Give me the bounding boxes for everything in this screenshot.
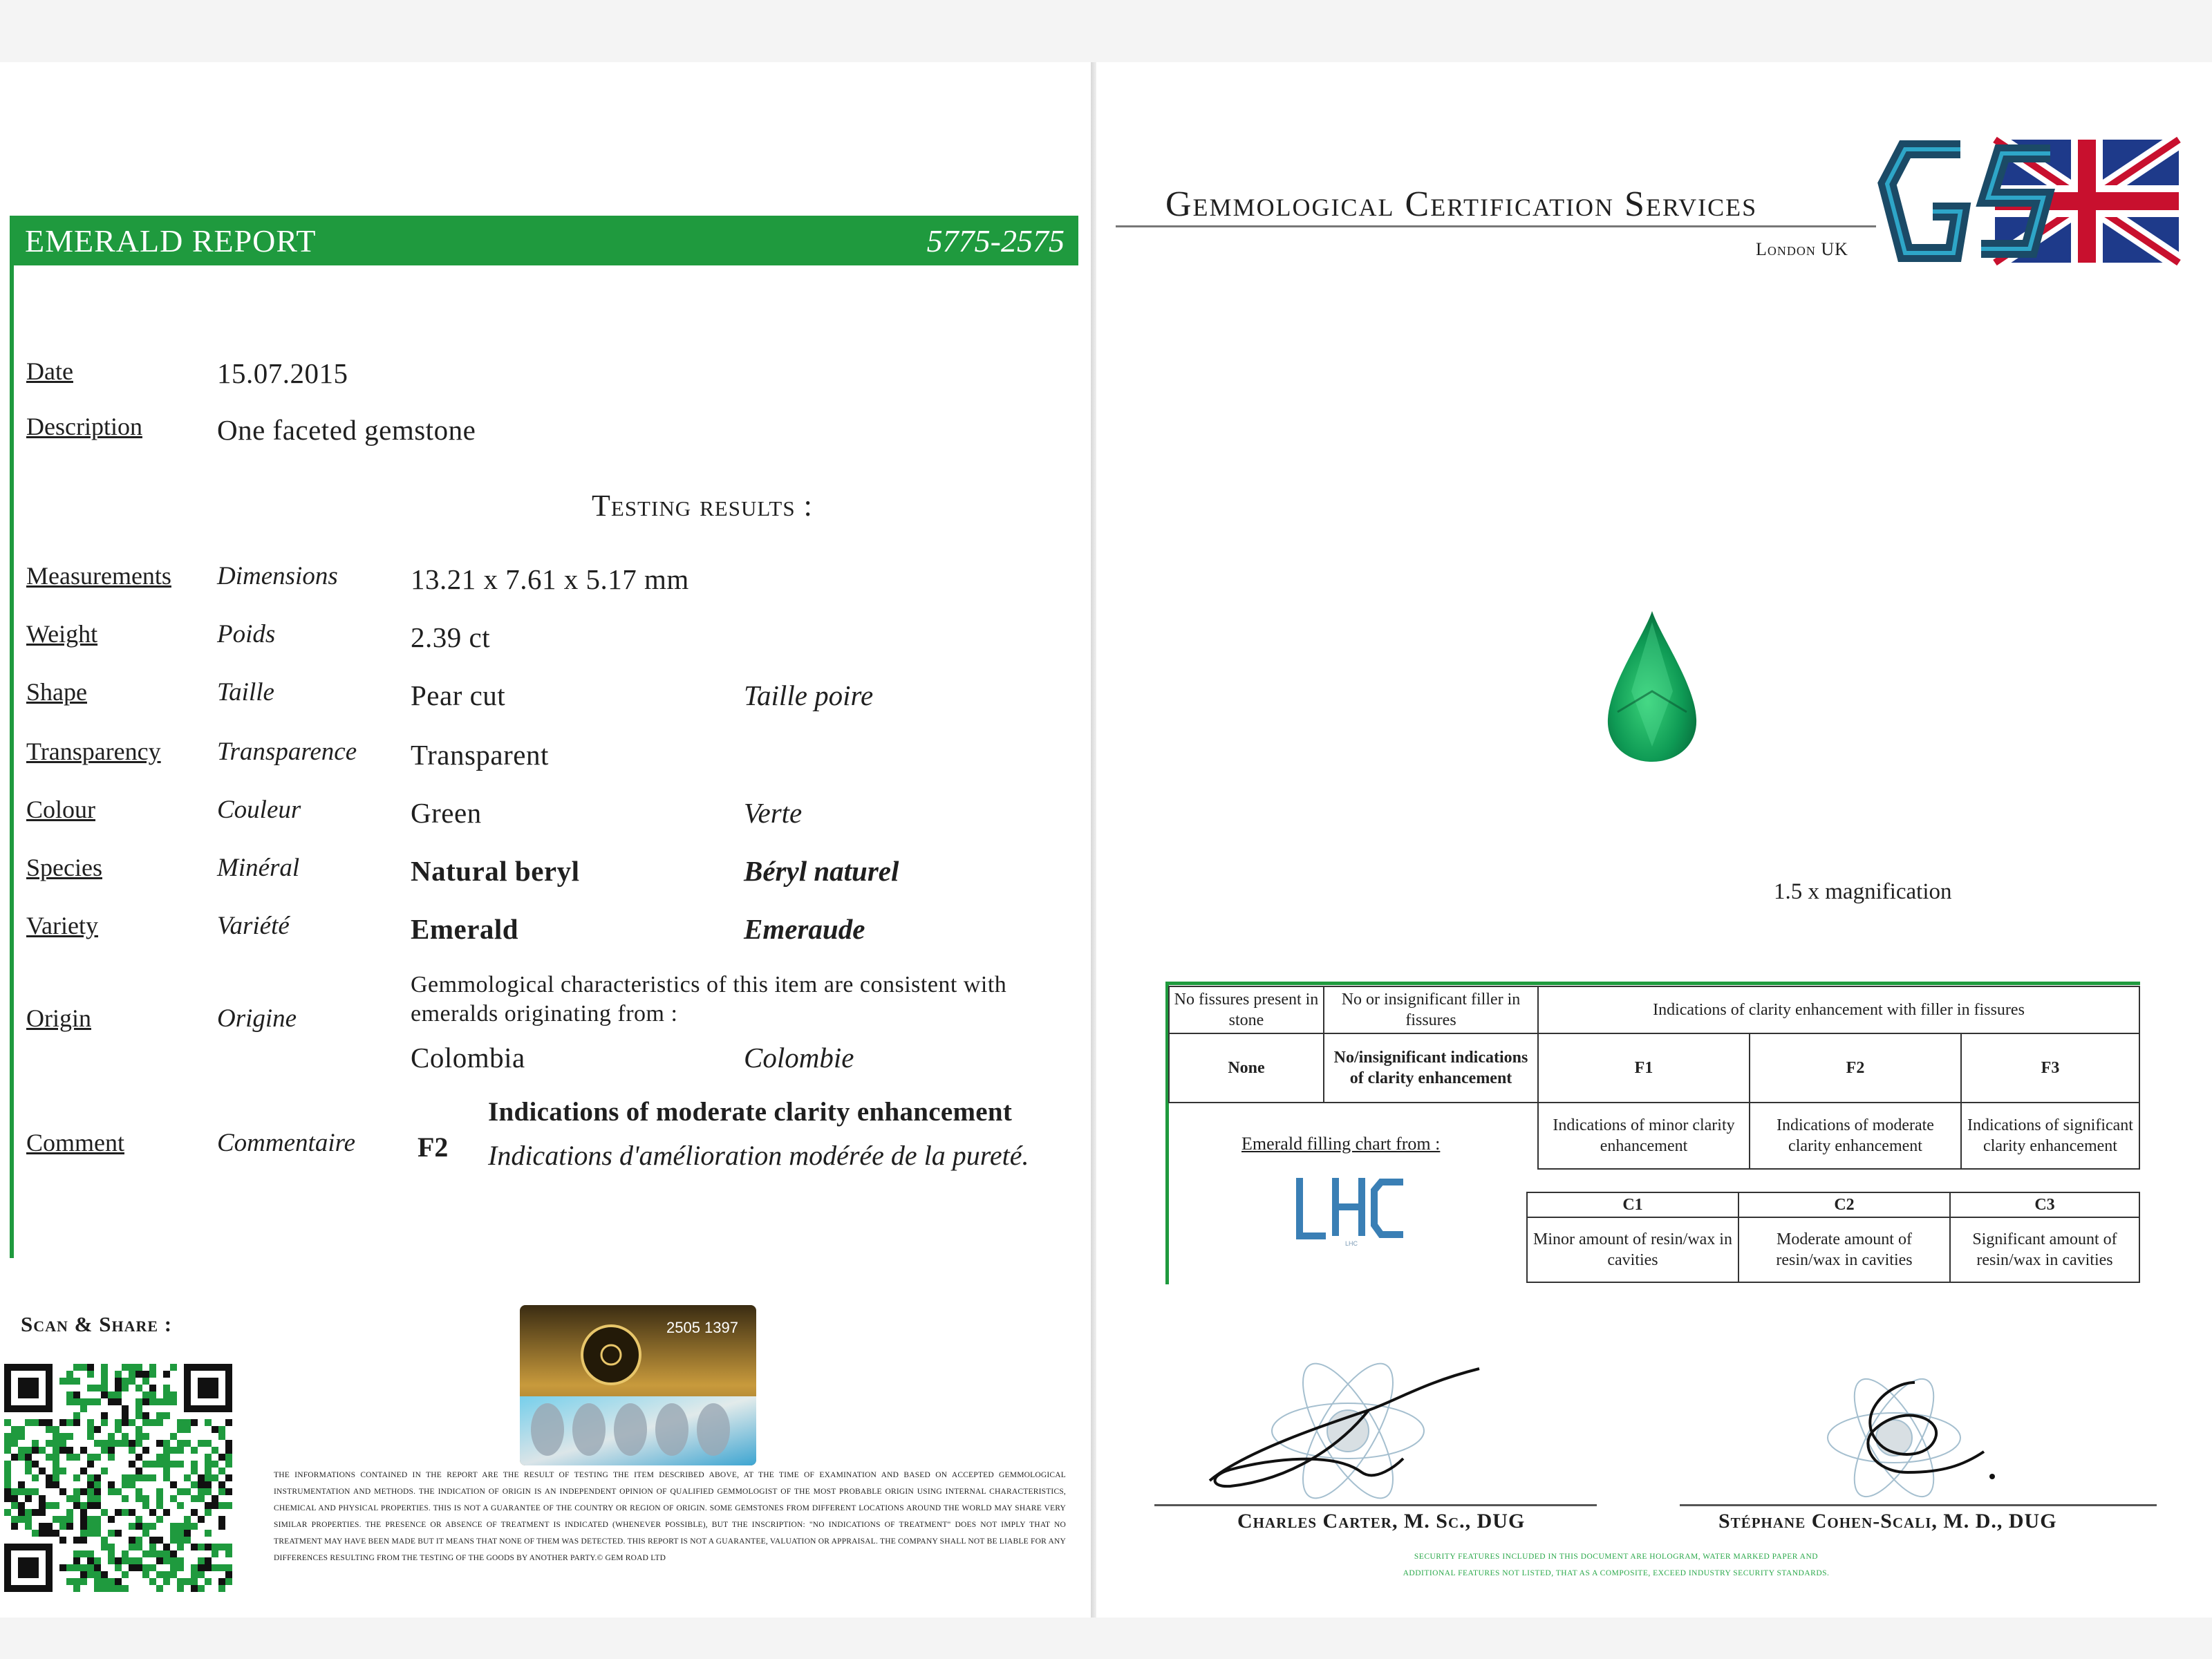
gcs-logo [1877, 135, 2182, 267]
row-value-fr: Béryl naturel [744, 855, 899, 887]
row-value-fr: Verte [744, 797, 803, 829]
row-value: Natural beryl [411, 855, 580, 887]
cell-f3: F3 [1961, 1033, 2139, 1103]
comment-text: Indications of moderate clarity enhancement [488, 1097, 1013, 1127]
cell-c1-desc: Minor amount of resin/wax in cavities [1527, 1217, 1738, 1282]
scan-share-label: Scan & Share : [21, 1312, 173, 1336]
row-label-fr: Transparence [217, 738, 357, 766]
gcs-logo-letters: GCS [1877, 135, 1879, 136]
cell-f1-desc: Indications of minor clarity enhancement [1538, 1103, 1750, 1169]
cell-f3-desc: Indications of significant clarity enhancement [1961, 1103, 2139, 1169]
filling-chart-source: Emerald filling chart from : [1241, 1134, 1441, 1154]
report-left-border [10, 265, 14, 1258]
row-value: 2.39 ct [411, 621, 491, 653]
signature-cohen-scali [1811, 1355, 2025, 1535]
cell-c3-desc: Significant amount of resin/wax in cavities [1950, 1217, 2139, 1282]
row-value: Pear cut [411, 679, 506, 711]
row-value-fr: Emeraude [744, 913, 865, 945]
header-no-filler: No or insignificant filler in fissures [1324, 986, 1538, 1033]
row-label: Colour [26, 796, 96, 823]
lab-name-rule [1116, 225, 1876, 227]
row-value: Transparent [411, 739, 549, 771]
signature-line-1 [1154, 1504, 1597, 1506]
qr-code[interactable] [4, 1363, 232, 1593]
emerald-photo [1604, 608, 1700, 765]
lhc-logo [1293, 1172, 1410, 1250]
description-value: One faceted gemstone [217, 414, 476, 446]
signatory-1-name: Charles Carter, M. Sc., DUG [1237, 1510, 1526, 1533]
report-number: 5775-2575 [926, 223, 1065, 259]
origin-value-fr: Colombie [744, 1042, 854, 1074]
row-label: Shape [26, 678, 87, 706]
row-label: Species [26, 854, 102, 881]
row-value: Emerald [411, 913, 519, 945]
magnification-caption: 1.5 x magnification [1774, 879, 1952, 904]
security-features-note: SECURITY FEATURES INCLUDED IN THIS DOCUMENT ARE HOLOGRAM, WATER MARKED PAPER AND ADDITIONAL FEATURES NOT LISTED, THAT AS A COMPOSITE, EXCEED INDUSTRY SECURITY STANDARDS. [1403, 1553, 1830, 1577]
cell-insignificant: No/insignificant indications of clarity enhancement [1324, 1033, 1538, 1103]
row-label-fr: Minéral [217, 854, 300, 882]
cell-c3: C3 [1950, 1192, 2139, 1217]
signatory-2-name: Stéphane Cohen-Scali, M. D., DUG [1718, 1510, 2057, 1533]
row-value-fr: Taille poire [744, 679, 874, 711]
date-value: 15.07.2015 [217, 357, 348, 389]
row-label-fr: Taille [217, 678, 274, 706]
testing-results-heading: Testing results : [592, 489, 813, 523]
origin-statement: Gemmological characteristics of this item are consistent with emeralds originating from : [411, 972, 1007, 1027]
header-filler: Indications of clarity enhancement with filler in fissures [1538, 986, 2139, 1033]
chart-frame-top [1165, 982, 2140, 985]
report-header-bar [10, 216, 1078, 265]
security-hologram [520, 1305, 756, 1465]
origin-value: Colombia [411, 1042, 525, 1074]
row-label-fr: Couleur [217, 796, 301, 824]
hologram-number: 2505 1397 [666, 1319, 738, 1336]
cell-c2: C2 [1738, 1192, 1950, 1217]
comment-text-fr: Indications d'amélioration modérée de la pureté. [488, 1140, 1029, 1171]
description-label: Description [26, 413, 142, 440]
row-label: Weight [26, 620, 98, 648]
lhc-logo-text: LHC [1344, 1240, 1358, 1247]
row-label: Measurements [26, 562, 171, 590]
lab-name: Gemmological Certification Services [1165, 185, 1758, 224]
row-label: Variety [26, 912, 98, 939]
lab-location: London UK [1756, 239, 1848, 259]
header-no-fissures: No fissures present in stone [1169, 986, 1324, 1033]
origin-label: Origin [26, 1004, 91, 1032]
page-fold [1091, 62, 1096, 1618]
date-label: Date [26, 357, 73, 385]
comment-code: F2 [418, 1132, 449, 1163]
legal-disclaimer: THE INFORMATIONS CONTAINED IN THE REPORT ARE THE RESULT OF TESTING THE ITEM DESCRIBED ABOVE, AT THE TIME OF EXAMINATION AND BASED ON ACCEPTED GEMMOLOGICAL INSTRUMENTATION AND METHODS. THE INDICATION OF ORIGIN IS AN INDEPENDENT OPINION OF QUALIFIED GEMMOLOGIST OF THE MOST PROBABLE ORIGIN USING INTERNAL CHARACTERISTICS, CHEMICAL AND PHYSICAL PROPERTIES. THIS IS NOT A GUARANTEE OF THE COUNTRY OR REGION OF ORIGIN. SOME GEMSTONES FROM DIFFERENT LOCATIONS AROUND THE WORLD MAY SHARE VERY SIMILAR PROPERTIES. THE PRESENCE OR ABSENCE OF TREATMENT IS INDICATED (WHENEVER POSSIBLE), BUT THE INSCRIPTION: "NO INDICATIONS OF TREATMENT" DOES NOT IMPLY THAT NO TREATMENT MAY HAVE BEEN MADE BUT IT MEANS THAT NONE OF THEM WAS DETECTED. THIS REPORT IS NOT A GUARANTEE, VALUATION OR APPRAISAL. THE COMPANY SHALL NOT BE LIABLE FOR ANY DIFFERENCES RESULTING FROM THE TESTING OF THE GOODS BY ANOTHER PARTY.© GEM ROAD LTD [274, 1471, 1066, 1562]
row-value: Green [411, 797, 482, 829]
cell-c2-desc: Moderate amount of resin/wax in cavities [1738, 1217, 1950, 1282]
cavity-filling-table [1526, 1192, 2140, 1283]
report-title: EMERALD REPORT [25, 223, 317, 259]
row-value: 13.21 x 7.61 x 5.17 mm [411, 563, 689, 595]
row-label-fr: Variété [217, 912, 290, 940]
origin-label-fr: Origine [217, 1004, 297, 1033]
row-label-fr: Poids [217, 620, 276, 648]
comment-label-fr: Commentaire [217, 1129, 356, 1157]
cell-none: None [1169, 1033, 1324, 1103]
row-label: Transparency [26, 738, 161, 765]
row-label-fr: Dimensions [217, 562, 338, 590]
signature-line-2 [1680, 1504, 2157, 1506]
cell-c1: C1 [1527, 1192, 1738, 1217]
cell-f2: F2 [1750, 1033, 1961, 1103]
cell-f2-desc: Indications of moderate clarity enhancement [1750, 1103, 1961, 1169]
cell-f1: F1 [1538, 1033, 1750, 1103]
comment-label: Comment [26, 1129, 124, 1156]
